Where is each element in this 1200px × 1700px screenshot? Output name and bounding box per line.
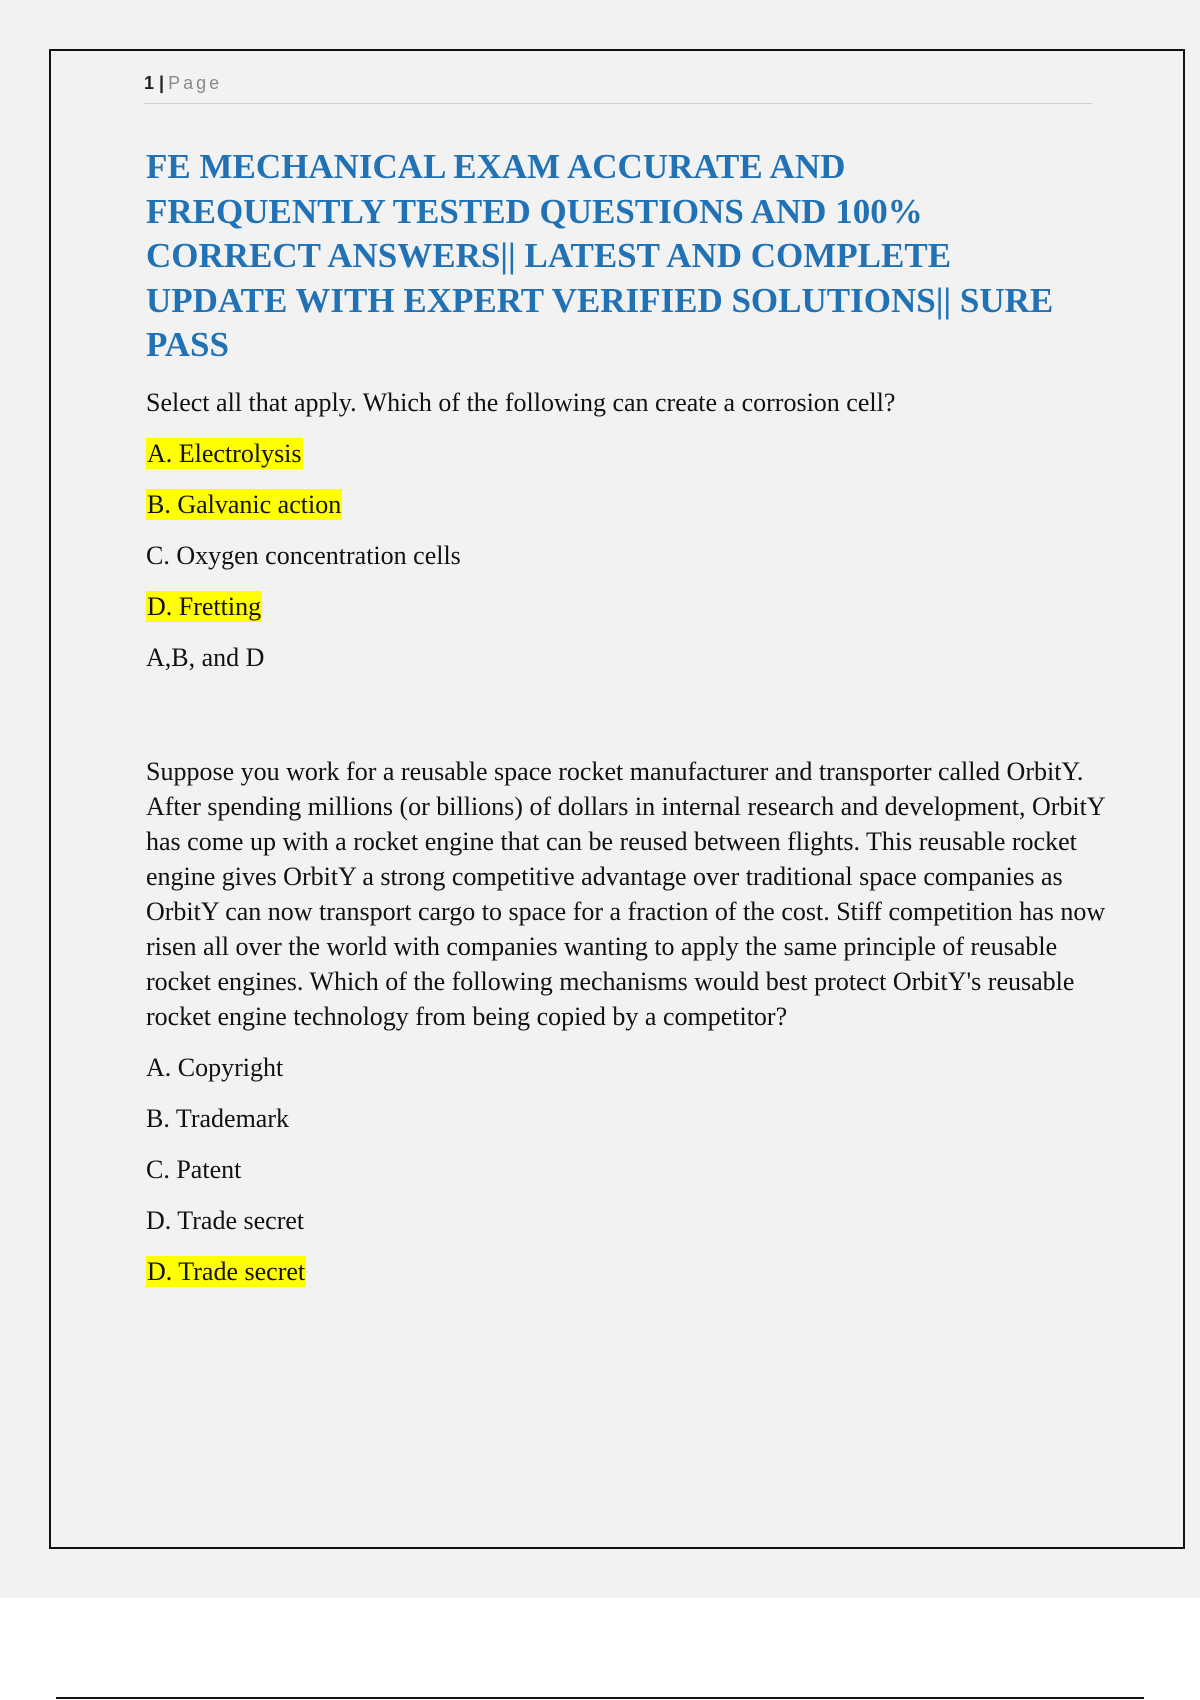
option-label: C. Oxygen concentration cells <box>146 541 461 570</box>
document-page <box>49 49 1185 1549</box>
question-1 <box>146 385 1146 675</box>
question-2 <box>146 754 1146 1289</box>
page-header <box>144 73 1092 104</box>
page-separator: | <box>159 73 165 93</box>
page-bottom-margin <box>0 1598 1200 1700</box>
footer-rule <box>56 1697 1144 1699</box>
option-item <box>146 538 1146 573</box>
option-item <box>146 1050 1146 1085</box>
option-item <box>146 436 1146 471</box>
answer-line <box>146 640 1146 675</box>
option-label: B. Galvanic action <box>147 490 342 519</box>
option-item <box>146 487 1146 522</box>
answer-label: A,B, and D <box>146 643 265 672</box>
page-label: Page <box>168 73 223 93</box>
question-text: Suppose you work for a reusable space rocket manufacturer and transporter called OrbitY. After spending millions (or billions) of dollars in internal research and development, OrbitY has come up with a rocket engine that can be reused between flights. This reusable rocket engine gives OrbitY a strong competitive advantage over traditional space companies as OrbitY can now transport cargo to space for a fraction of the cost. Stiff competition has now risen all over the world with companies wanting to apply the same principle of reusable rocket engines. Which of the following mechanisms would best protect OrbitY's reusable rocket engine technology from being copied by a competitor? <box>146 757 1106 1031</box>
option-label: D. Trade secret <box>146 1206 305 1235</box>
option-label: A. Electrolysis <box>147 439 302 468</box>
option-item <box>146 1203 1146 1238</box>
option-label: A. Copyright <box>146 1053 284 1082</box>
answer-line <box>146 1254 1146 1289</box>
option-item <box>146 1101 1146 1136</box>
question-text: Select all that apply. Which of the following can create a corrosion cell? <box>146 388 896 417</box>
document-body <box>146 385 1146 1289</box>
option-label: D. Fretting <box>147 592 262 621</box>
answer-label: D. Trade secret <box>147 1257 306 1286</box>
option-item <box>146 1152 1146 1187</box>
option-label: C. Patent <box>146 1155 242 1184</box>
option-item <box>146 589 1146 624</box>
page-number: 1 <box>144 73 155 93</box>
option-label: B. Trademark <box>146 1104 289 1133</box>
document-title: FE MECHANICAL EXAM ACCURATE AND FREQUENTLY TESTED QUESTIONS AND 100% CORRECT ANSWERS|| LATEST AND COMPLETE UPDATE WITH EXPERT VERIFIED SOLUTIONS|| SURE PASS <box>146 147 1054 364</box>
